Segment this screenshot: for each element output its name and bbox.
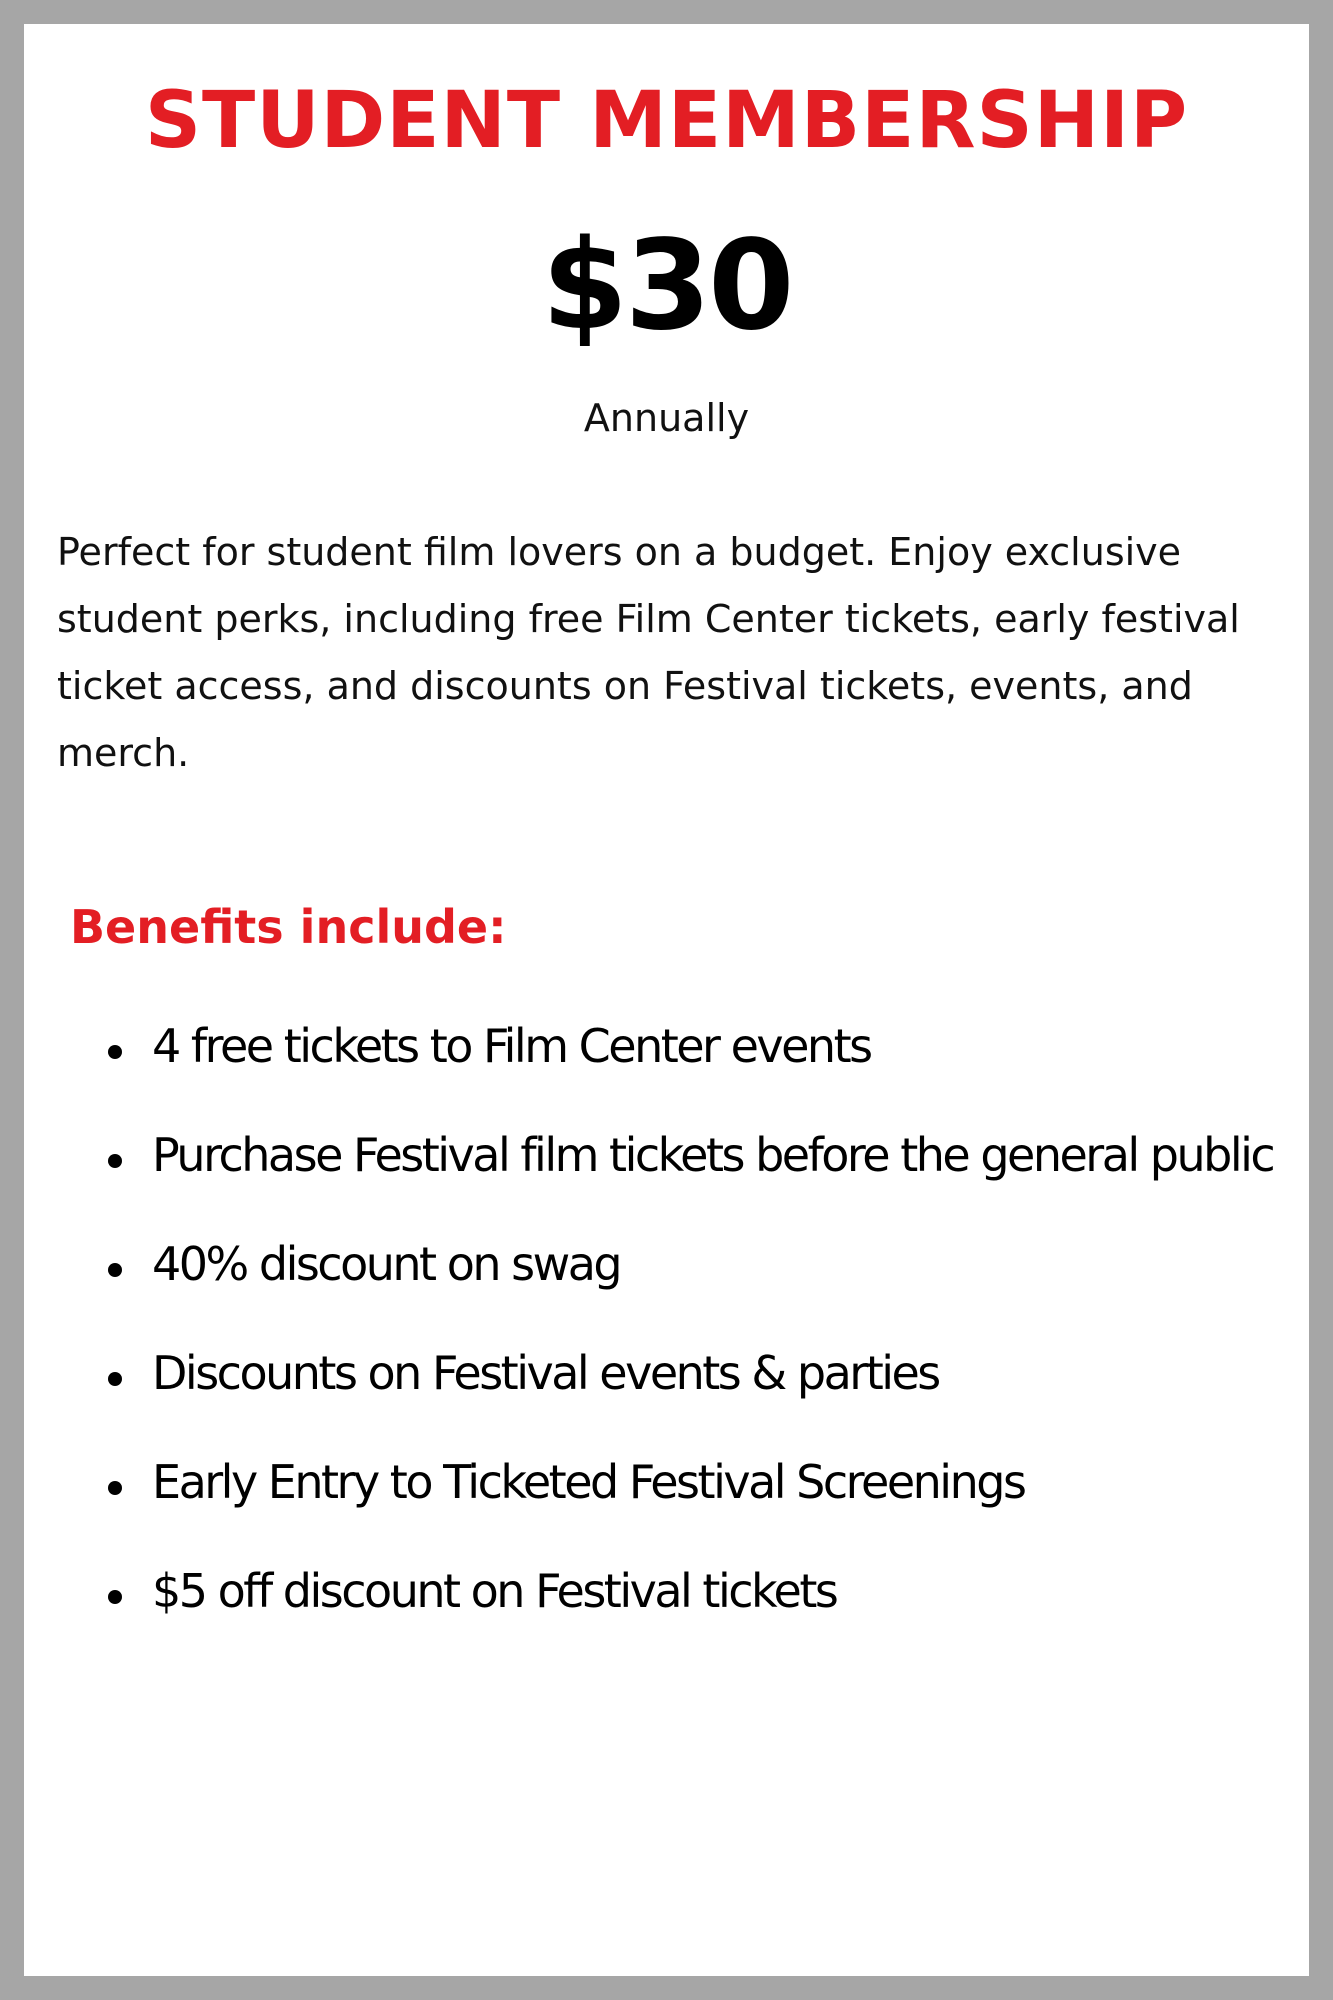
- bullet-icon: [108, 1045, 122, 1059]
- benefit-text: Purchase Festival film tickets before the general public: [152, 1128, 1274, 1182]
- membership-title: STUDENT MEMBERSHIP: [144, 76, 1189, 166]
- benefit-item: [70, 1019, 1290, 1128]
- benefit-text: 4 free tickets to Film Center events: [152, 1019, 871, 1073]
- membership-description: Perfect for student film lovers on a budget. Enjoy exclusive student perks, including free Film Center tickets, early festival ticket access, and discounts on Festival tickets, events, and merch.: [57, 530, 1240, 775]
- benefit-text: Discounts on Festival events & parties: [152, 1346, 939, 1400]
- benefit-item: [70, 1237, 1290, 1346]
- bullet-icon: [108, 1263, 122, 1277]
- bullet-icon: [108, 1590, 122, 1604]
- benefits-heading: Benefits include:: [70, 900, 507, 954]
- benefit-item: [70, 1346, 1290, 1455]
- membership-price: $30: [541, 214, 792, 358]
- benefit-text: Early Entry to Ticketed Festival Screenings: [152, 1455, 1025, 1509]
- bullet-icon: [108, 1372, 122, 1386]
- membership-card: [24, 24, 1309, 1976]
- benefit-text: 40% discount on swag: [152, 1237, 621, 1291]
- bullet-icon: [108, 1154, 122, 1168]
- benefit-item: [70, 1564, 1290, 1673]
- benefit-text: $5 off discount on Festival tickets: [152, 1564, 837, 1618]
- bullet-icon: [108, 1481, 122, 1495]
- benefits-list: [70, 1019, 1290, 1673]
- benefit-item: [70, 1455, 1290, 1564]
- billing-period: Annually: [583, 396, 750, 440]
- benefit-item: [70, 1128, 1290, 1237]
